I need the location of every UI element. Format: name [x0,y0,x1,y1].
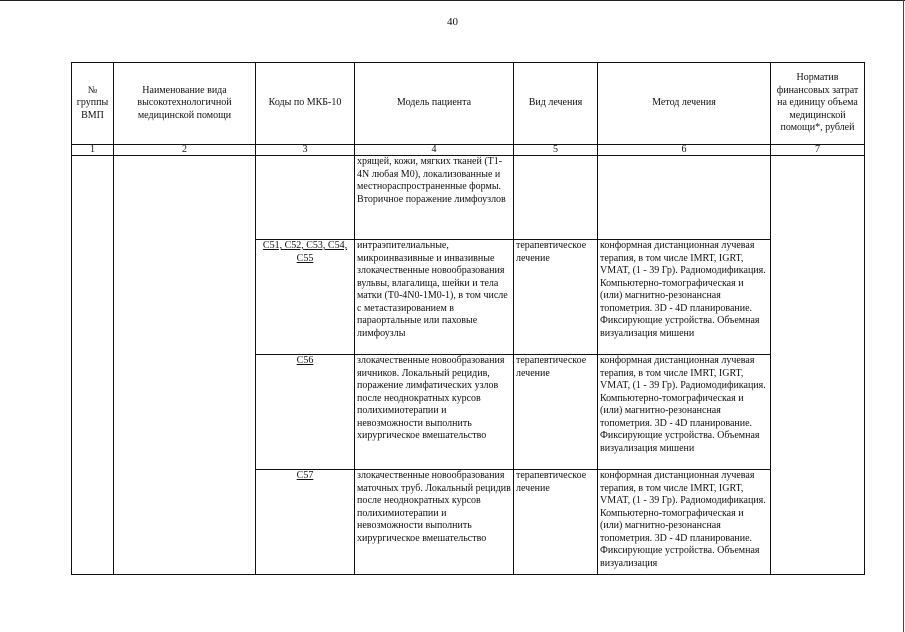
column-number: 4 [355,145,514,156]
treatment-type-cell [514,156,598,240]
icd-code-link[interactable]: C57 [296,470,314,481]
patient-model-cell: злокачественные новообразования маточных труб. Локальный рецидив после неоднократных курсов полихимиотерапии и невозможности выполнить хирургическое вмешательство [355,470,514,575]
header-icd10-codes: Коды по МКБ-10 [256,63,355,145]
page-number: 40 [447,16,458,28]
column-number: 7 [771,145,865,156]
icd-codes-cell [256,240,355,355]
table-row [72,156,865,240]
patient-model-cell: интраэпителиальные, микроинвазивные и инвазивные злокачественные новообразования вульвы, влагалища, шейки и тела матки (T0-4N0-1M0-1), в том числе с метастазированием в параортальные или паховые лимфоузлы [355,240,514,355]
cost-standard-cell [771,156,865,575]
header-vmp-type-name: Наименование вида высокотехнологичной медицинской помощи [114,63,256,145]
column-number: 2 [114,145,256,156]
patient-model-cell: хрящей, кожи, мягких тканей (T1-4N любая M0), локализованные и местнораспространенные формы. Вторичное поражение лимфоузлов [355,156,514,240]
vmp-table [71,62,865,575]
icd-code-link[interactable]: C56 [296,355,314,366]
header-treatment-type: Вид лечения [514,63,598,145]
treatment-method-cell: конформная дистанционная лучевая терапия, в том числе IMRT, IGRT, VMAT, (1 - 39 Гр). Радиомодификация. Компьютерно-томографическая и (или) магнитно-резонансная топометрия. 3D - 4D планирование. Фиксирующие устройства. Объемная визуализация [598,470,771,575]
treatment-method-cell [598,156,771,240]
vmp-type-cell [114,156,256,575]
icd-code-link[interactable]: C51, C52, C53, C54, C55 [262,240,348,264]
column-numbers-row [72,145,865,156]
page-frame-right [903,0,904,632]
icd-codes-cell [256,355,355,470]
treatment-method-cell: конформная дистанционная лучевая терапия, в том числе IMRT, IGRT, VMAT, (1 - 39 Гр). Радиомодификация. Компьютерно-томографическая и (или) магнитно-резонансная топометрия. 3D - 4D планирование. Фиксирующие устройства. Объемная визуализация мишени [598,355,771,470]
column-number: 1 [72,145,114,156]
treatment-type-cell: терапевтическое лечение [514,355,598,470]
treatment-type-cell: терапевтическое лечение [514,240,598,355]
treatment-type-cell: терапевтическое лечение [514,470,598,575]
header-group-number: № группы ВМП [72,63,114,145]
column-number: 6 [598,145,771,156]
header-cost-standard: Норматив финансовых затрат на единицу объема медицинской помощи*, рублей [771,63,865,145]
header-patient-model: Модель пациента [355,63,514,145]
group-number-cell [72,156,114,575]
icd-codes-cell [256,156,355,240]
treatment-method-cell: конформная дистанционная лучевая терапия, в том числе IMRT, IGRT, VMAT, (1 - 39 Гр). Радиомодификация. Компьютерно-томографическая и (или) магнитно-резонансная топометрия. 3D - 4D планирование. Фиксирующие устройства. Объемная визуализация мишени [598,240,771,355]
column-number: 5 [514,145,598,156]
table-header-row [72,63,865,145]
header-treatment-method: Метод лечения [598,63,771,145]
patient-model-cell: злокачественные новообразования яичников. Локальный рецидив, поражение лимфатических узлов после неоднократных курсов полихимиотерапии и невозможности выполнить хирургическое вмешательство [355,355,514,470]
column-number: 3 [256,145,355,156]
page-frame-top [0,0,905,1]
icd-codes-cell [256,470,355,575]
